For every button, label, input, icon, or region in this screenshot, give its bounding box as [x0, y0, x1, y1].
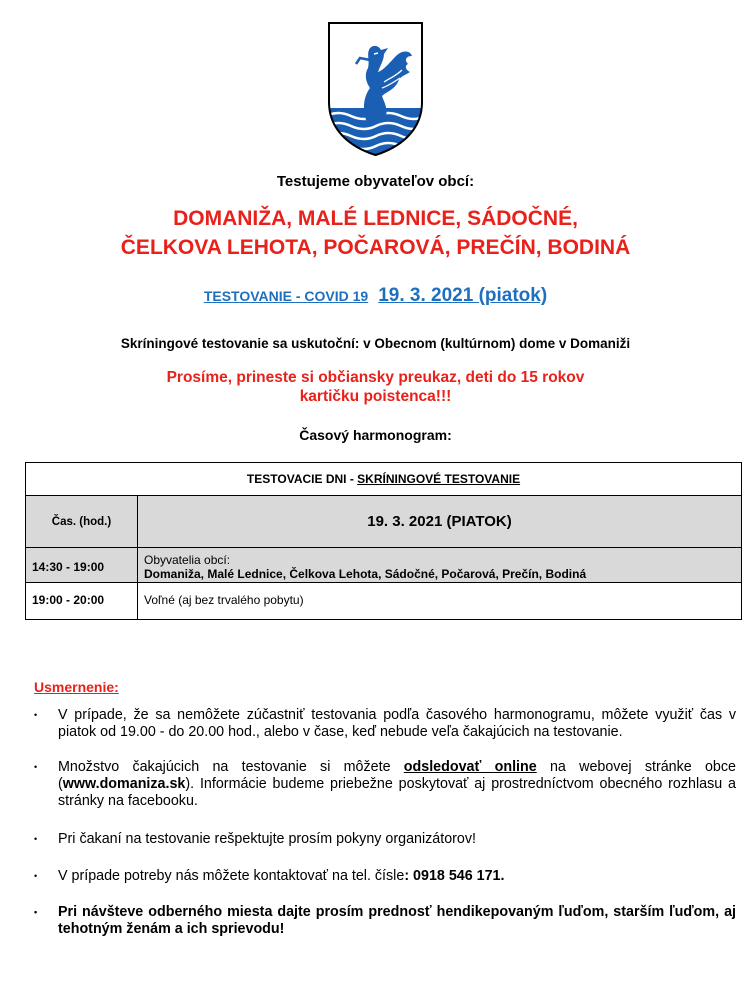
online-link[interactable]: odsledovať online — [403, 759, 537, 775]
table-row — [26, 548, 742, 583]
column-header-time: Čas. (hod.) — [26, 496, 138, 548]
test-title-label: TESTOVANIE - COVID 19 — [203, 288, 369, 304]
list-item — [34, 904, 736, 938]
list-item — [34, 868, 736, 885]
list-item-text: Pri návšteve odberného miesta dajte prosím prednosť hendikepovaným ľuďom, starším ľuďom, aj tehotným ženám a ich sprievodu! — [58, 904, 736, 937]
list-item-text: V prípade potreby nás môžete kontaktovať na tel. čísle — [58, 868, 405, 884]
row-description: Voľné (aj bez trvalého pobytu) — [138, 583, 742, 620]
notice-line-1: Prosíme, prineste si občiansky preukaz, deti do 15 rokov — [166, 369, 585, 386]
bullet-icon: • — [34, 762, 38, 772]
notice-line-2: kartičku poistenca!!! — [299, 388, 452, 405]
list-item — [34, 707, 736, 741]
test-date: 19. 3. 2021 (piatok) — [378, 285, 548, 306]
towns-line-2: ČELKOVA LEHOTA, POČAROVÁ, PREČÍN, BODINÁ — [120, 236, 631, 259]
list-item — [34, 759, 736, 810]
table-title — [26, 463, 742, 496]
list-item-text: na webovej stránke obce ( — [58, 759, 736, 792]
bullet-icon: • — [34, 834, 38, 844]
phone-number: : 0918 546 171. — [404, 868, 505, 884]
list-item-text: Pri čakaní na testovanie rešpektujte prosím pokyny organizátorov! — [58, 831, 477, 847]
test-title — [0, 285, 751, 307]
list-item-text: V prípade, že sa nemôžete zúčastniť testovania podľa časového harmonogramu, môžete využiť čas v piatok od 19.00 - do 20.00 hod., alebo v čase, keď nebude veľa čakajúcich na testovanie. — [58, 707, 736, 740]
guidance-list — [34, 707, 736, 938]
coat-of-arms-icon — [326, 20, 425, 158]
venue-text: Skríningové testovanie sa uskutoční: v Obecnom (kultúrnom) dome v Domaniži — [120, 336, 631, 351]
schedule-table — [25, 462, 742, 620]
list-item — [34, 831, 736, 848]
notice-text — [0, 368, 751, 406]
row-time: 14:30 - 19:00 — [26, 548, 138, 583]
row-description — [138, 548, 742, 583]
website-link[interactable]: www.domaniza.sk — [62, 776, 186, 792]
table-row — [26, 583, 742, 620]
towns-list — [0, 204, 751, 262]
bullet-icon: • — [34, 871, 38, 881]
intro-text: Testujeme obyvateľov obcí: — [276, 173, 475, 190]
table-header-row — [26, 496, 742, 548]
schedule-heading: Časový harmonogram: — [299, 427, 452, 443]
bullet-icon: • — [34, 907, 38, 917]
row-description-towns: Domaniža, Malé Lednice, Čelkova Lehota, Sádočné, Počarová, Prečín, Bodiná — [144, 566, 587, 581]
row-description-line: Obyvatelia obcí: — [144, 552, 231, 567]
row-time: 19:00 - 20:00 — [26, 583, 138, 620]
table-title-prefix: TESTOVACIE DNI - — [246, 472, 358, 486]
table-title-underlined: SKRÍNINGOVÉ TESTOVANIE — [357, 472, 521, 486]
list-item-text: ). Informácie budeme priebežne poskytovať aj prostredníctvom obecného rozhlasu a stránky na facebooku. — [58, 776, 736, 809]
guidance-heading: Usmernenie: — [34, 679, 119, 695]
towns-line-1: DOMANIŽA, MALÉ LEDNICE, SÁDOČNÉ, — [173, 207, 578, 230]
column-header-date: 19. 3. 2021 (PIATOK) — [138, 496, 742, 548]
bullet-icon: • — [34, 710, 38, 720]
list-item-text: Množstvo čakajúcich na testovanie si môžete — [58, 759, 404, 775]
